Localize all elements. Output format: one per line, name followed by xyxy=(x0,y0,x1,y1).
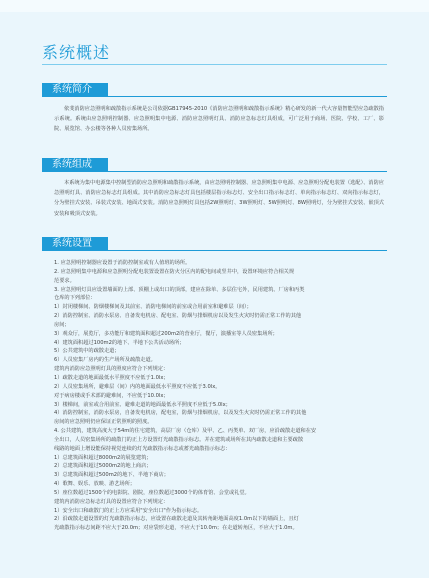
section-intro-body xyxy=(54,104,384,135)
setup-line: 4）建筑面积超过100m2的地下、半地下公共活动场所； xyxy=(54,339,185,346)
setup-line: 1）封闭楼梯间、防烟楼梯间及其前室、消防电梯间的前室或合用前室和避难层（间）； xyxy=(54,304,252,311)
title-divider xyxy=(42,64,387,65)
setup-line: 1）疏散走道的地面最低水平照度不应低于1.0lx； xyxy=(54,374,169,381)
section-composition-header xyxy=(42,158,387,172)
section-setup-header xyxy=(42,237,387,251)
setup-line: 3）楼梯间，前室或合用前室、避难走道的地面最低水平照度不应低于5.0lx； xyxy=(54,401,231,408)
setup-line: 建筑内消防应急标志灯具的设置应符合下列规定： xyxy=(54,498,169,505)
setup-line: 2）沿疏散走道设置的灯光疏散指示标志，应设置在疏散走道及其转角距地面高度1.0m以下的墙面上，且灯 xyxy=(54,516,299,523)
setup-line: 5）公共建筑中的疏散走道； xyxy=(54,348,120,355)
composition-paragraph: 本系统为集中电源集中控制型消防应急照明和疏散指示系统，由应急照明控制器、应急照明集中电源、应急照明分配电装置（选配）、消防应急照明灯具、消防应急标志灯具组成。其中消防应急标志灯具包括楼层指示标志灯、安全出口指示标志灯、单向指示标志灯、双向指示标志灯，分为壁挂式安装、吊装式安装、地面式安装。消防应急照明灯具包括2W照明灯、3W照明灯、5W照明灯、8W照明灯，分为壁挂式安装、嵌顶式安装和吸顶式安装。 xyxy=(54,180,384,217)
section-composition-heading: 系统组成 xyxy=(46,158,108,172)
setup-line: 仓库的下列部位： xyxy=(54,295,96,302)
setup-line: 3）总建筑面积超过500m2的地下、半地下商店； xyxy=(54,472,169,479)
setup-line: 2）消防控制室、消防水泵房、自备发电机房、配电室、防烟与排烟机房以及发生火灾时仍需正常工作的其他 xyxy=(54,313,302,320)
intro-paragraph: 依斐消防应急照明和疏散指示系统是公司依据GB17945-2010《消防应急照明和疏散指示系统》精心研发的新一代大容量智能型应急疏散指示系统。系统由应急照明控制器、应急照明集中电源、消防应急照明灯具、消防应急标志灯具组成，可广泛用于商场、医院、学校、工厂、影院、展览馆、办公楼等各种人员密集场所。 xyxy=(54,106,384,133)
setup-line: 4）消防控制室，消防水泵房，自备发电机房，配电室，防烟与排烟机房，以及发生火灾时仍需正常工作的其他 xyxy=(54,410,307,417)
setup-line: 6）人员密集厂房内的生产场所及疏散走道。 xyxy=(54,357,156,364)
setup-line: 1）总建筑面积超过8000m2的展览建筑； xyxy=(54,454,152,461)
setup-line: 5）座位数超过1500个的电影院、剧院，座位数超过3000个的体育馆、会堂或礼堂。 xyxy=(54,489,250,496)
page-title: 系统概述 xyxy=(42,43,111,62)
setup-line: 线路的地面上增设能保持视觉连续的灯光疏散指示标志或蓄光疏散指示标志： xyxy=(54,445,231,452)
setup-line: 范要求。 xyxy=(54,277,75,284)
setup-line: 建筑内消防应急照明灯具的照度应符合下列规定： xyxy=(54,366,169,373)
setup-line: 对于病房楼或手术部的避难间，不应低于10.0lx； xyxy=(54,392,169,399)
setup-line: 3）观众厅，展览厅，多功能厅和建筑面积超过200m2的营业厅，餐厅，演播室等人员密集场所； xyxy=(54,330,278,337)
setup-line: 1. 应急照明控制器应设置于消防控制室或有人值班的场所。 xyxy=(54,260,191,266)
setup-line: 2）总建筑面积超过5000m2的地上商店； xyxy=(54,463,152,470)
top-band xyxy=(0,0,429,12)
setup-line: 4. 公共建筑，建筑高度大于54m的住宅建筑，高层厂房（仓库）及甲、乙、丙类单、双厂房，应沿疏散走道和在安 xyxy=(54,428,317,435)
setup-line: 2）人员密集场所，避难层（间）内的地面最低水平照度不应低于3.0lx。 xyxy=(54,383,221,390)
setup-line: 光疏散指示标志间距不应大于20.0m；对应袋形走道，不应大于10.0m；在走道转角区，不应大于1.0m。 xyxy=(54,525,298,532)
section-setup-list xyxy=(54,259,384,533)
section-setup-heading: 系统设置 xyxy=(46,237,108,251)
section-intro-heading: 系统简介 xyxy=(46,83,108,97)
setup-line: 3. 应急照明灯具应设置墙面的上部、顶棚上或出口的顶部，建应在除单、多层住宅外，民用建筑、厂房和丙类 xyxy=(54,286,305,293)
section-composition-body xyxy=(54,178,384,219)
setup-line: 2. 应急照明集中电源和应急照明分配电装置设置在防火分区内的配电间或竖井中，设置环境应符合相关规 xyxy=(54,268,295,275)
setup-line: 房间的应急照明仍应保证正常照明的照度。 xyxy=(54,419,153,426)
setup-line: 房间； xyxy=(54,321,70,328)
setup-line: 1）安全出口和疏散门的正上方应采用"安全出口"作为指示标志。 xyxy=(54,507,203,514)
setup-line: 全出口，人员密集场所的疏散门的正上方设置灯光疏散指示标志。并在建筑或场所在其内疏散走道和主要疏散 xyxy=(54,436,304,443)
setup-line: 4）歌舞、娱乐、放映、游艺场所； xyxy=(54,481,136,488)
section-intro-header xyxy=(42,83,387,97)
